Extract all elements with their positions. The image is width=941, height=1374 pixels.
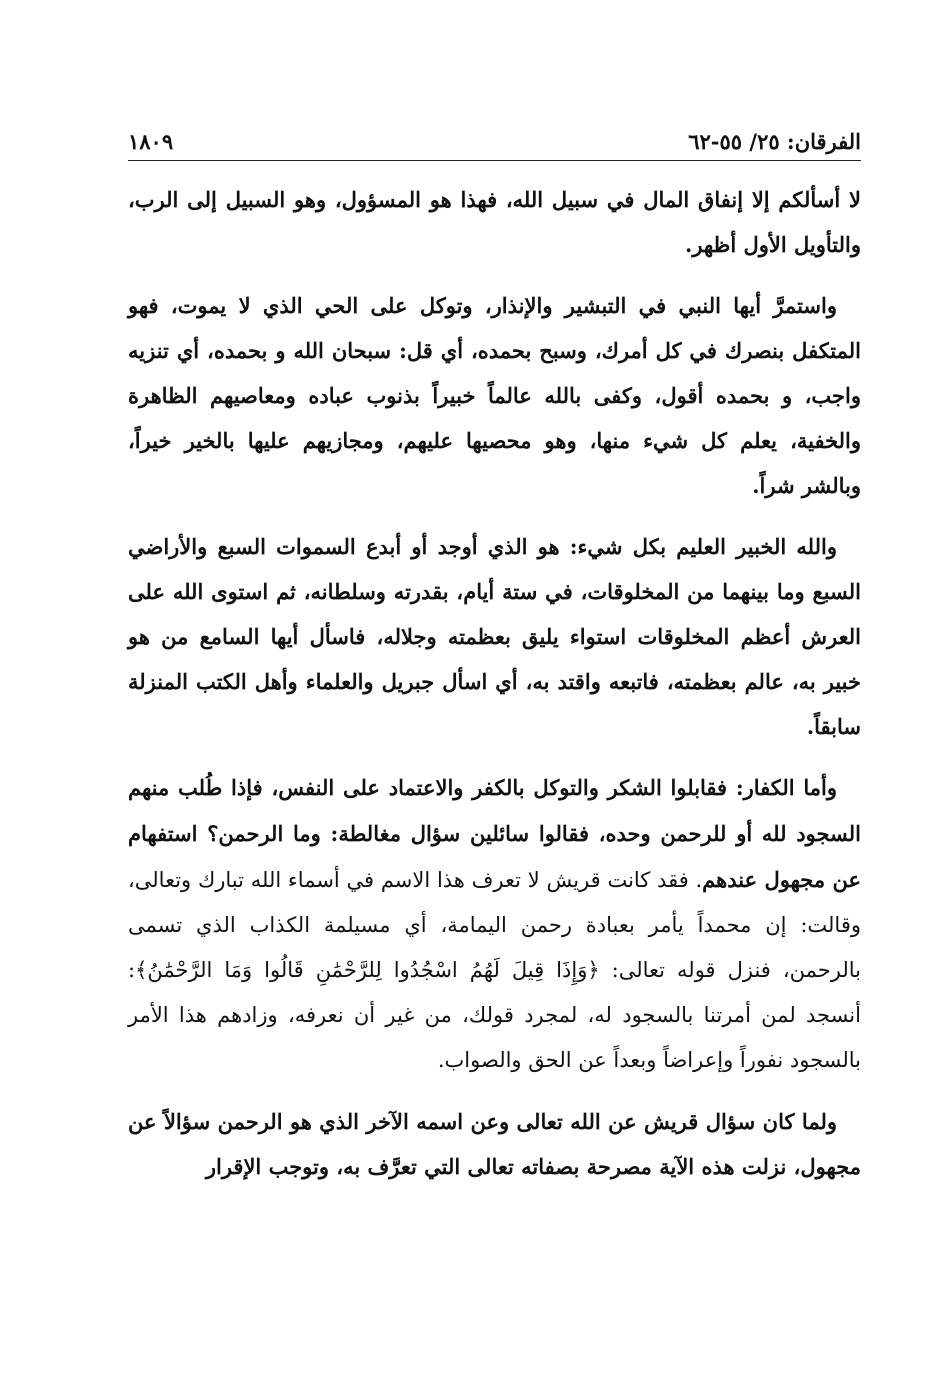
paragraph-4 xyxy=(128,765,861,1083)
paragraph-4-bold: وأما الكفار: فقابلوا الشكر والتوكل بالكفر والاعتماد على النفس، فإذا طُلب منهم السجود لله أو للرحمن وحده، فقالوا سائلين سؤال مغالطة: وما الرحمن؟ استفهام عن مجهول عندهم xyxy=(128,775,861,892)
paragraph-2: واستمرَّ أيها النبي في التبشير والإنذار، وتوكل على الحي الذي لا يموت، فهو المتكفل بنصرك في كل أمرك، وسبح بحمده، أي قل: سبحان الله و بحمده، أي تنزيه واجب، و بحمده أقول، وكفى بالله عالماً خبيراً بذنوب عباده ومعاصيهم الظاهرة والخفية، يعلم كل شيء منها، وهو محصيها عليهم، ومجازيهم عليها بالخير خيراً، وبالشر شراً. xyxy=(128,293,861,498)
paragraph-1: لا أسألكم إلا إنفاق المال في سبيل الله، فهذا هو المسؤول، وهو السبيل إلى الرب، والتأويل الأول أظهر. xyxy=(128,187,861,257)
page-header xyxy=(128,118,861,154)
paragraph-4-text-after: : أنسجد لمن أمرتنا بالسجود له، لمجرد قولك، من غير أن نعرفه، وزادهم هذا الأمر بالسجود نفوراً وإعراضاً وبعداً عن الحق والصواب. xyxy=(128,958,861,1072)
paragraph-3: والله الخبير العليم بكل شيء: هو الذي أوجد أو أبدع السموات السبع والأراضي السبع وما بينهما من المخلوقات، في ستة أيام، بقدرته وسلطانه، ثم استوى الله على العرش أعظم المخلوقات استواء يليق بعظمته وجلاله، فاسأل أيها السامع من هو خبير به، عالم بعظمته، فاتبعه واقتد به، أي اسأل جبريل والعلماء وأهل الكتب المنزلة سابقاً. xyxy=(128,534,861,739)
quran-verse: ﴿وَإِذَا قِيلَ لَهُمُ اسْجُدُوا لِلرَّحْمَٰنِ قَالُوا وَمَا الرَّحْمَٰنُ﴾ xyxy=(135,958,600,982)
paragraph-4-text: . فقد كانت قريش لا تعرف هذا الاسم في أسماء الله تبارك وتعالى، وقالت: إن محمداً يأمر بعبادة رحمن اليمامة، أي مسيلمة الكذاب الذي تسمى بالرحمن، فنزل قوله تعالى: xyxy=(128,868,861,982)
body-text xyxy=(128,177,861,1205)
running-title: الفرقان: ٢٥/ ٥٥-٦٢ xyxy=(688,129,861,154)
paragraph-5: ولما كان سؤال قريش عن الله تعالى وعن اسمه الآخر الذي هو الرحمن سؤالاً عن مجهول، نزلت هذه الآية مصرحة بصفاته تعالى التي تعرَّف به، وتوجب الإقرار xyxy=(128,1109,861,1179)
page-number: ١٨٠٩ xyxy=(128,129,174,154)
header-rule xyxy=(128,160,861,161)
